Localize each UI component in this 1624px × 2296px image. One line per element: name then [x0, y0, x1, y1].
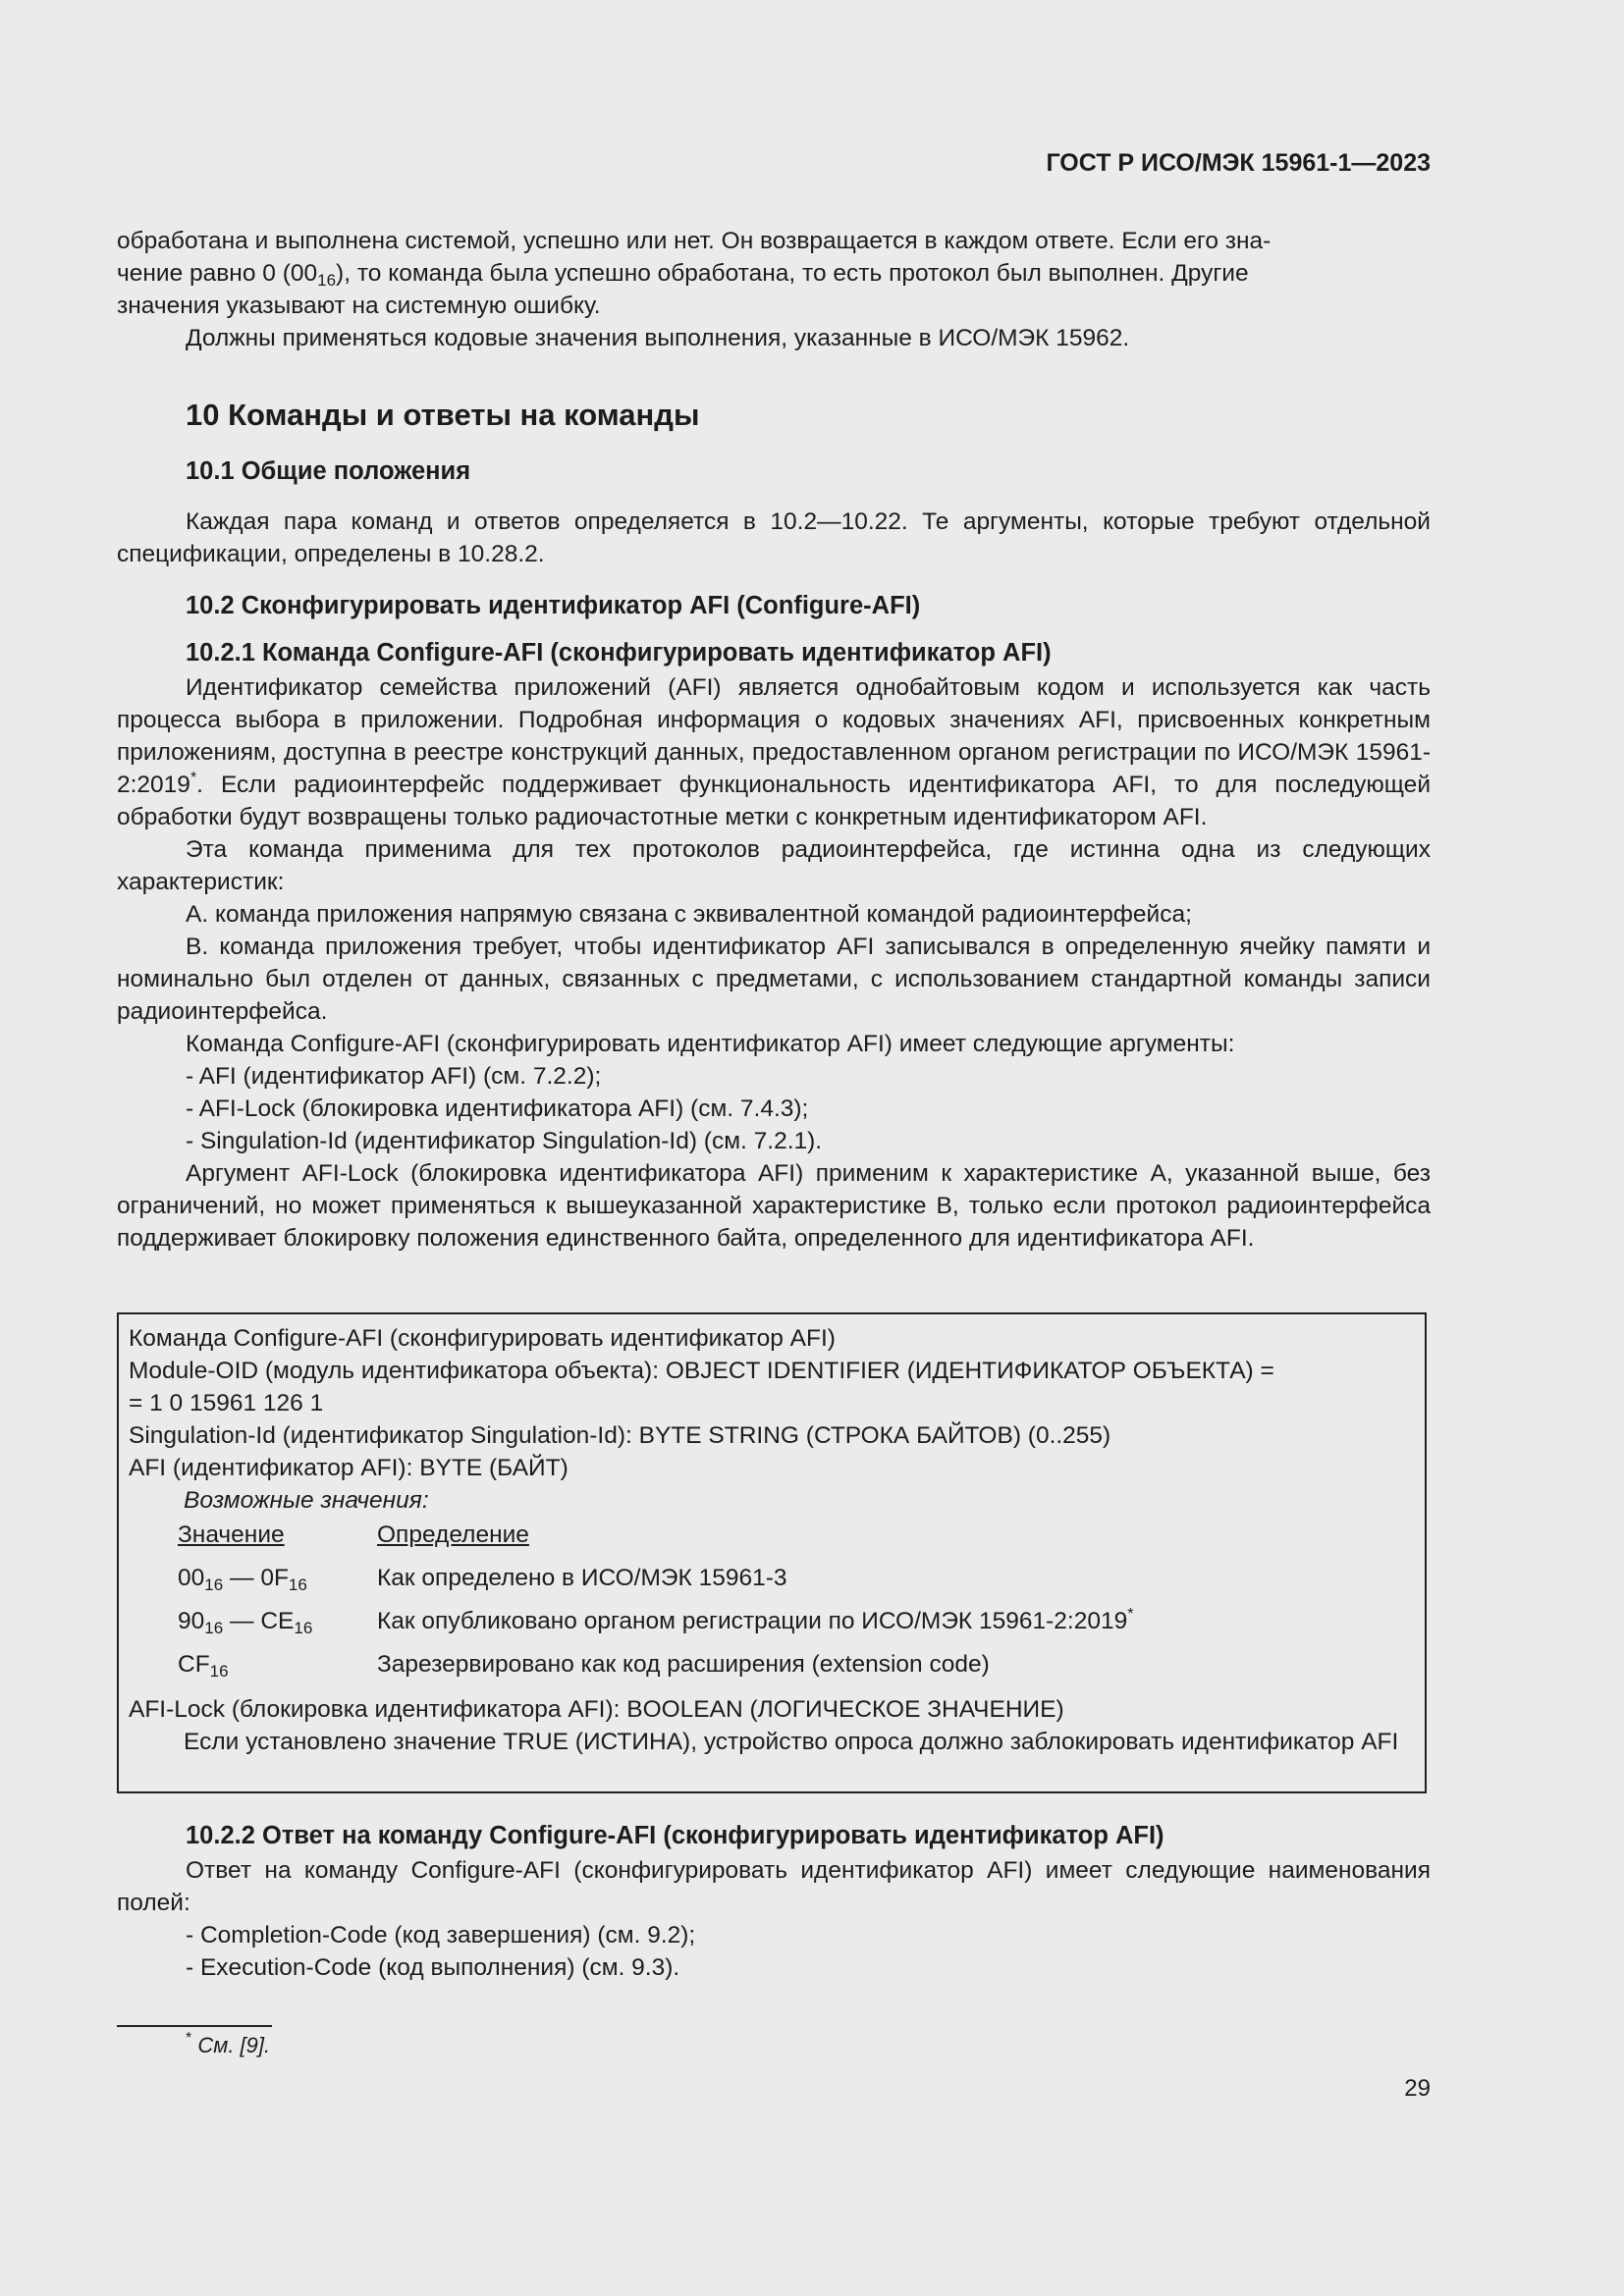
afi-value-definition: Зарезервировано как код расширения (extension code): [377, 1651, 990, 1678]
asn-singulation-id-line: Singulation-Id (идентификатор Singulation-Id): BYTE STRING (СТРОКА БАЙТОВ) (0..255): [129, 1422, 1111, 1449]
footnote-divider: [117, 2025, 272, 2027]
intro-line-2: чение равно 0 $(00_{16})$, то команда была успешно обработана, то есть протокол был выполнен. Другие: [117, 260, 1249, 290]
characteristic-b: В. команда приложения требует, чтобы идентификатор AFI записывался в определенную ячейку памяти и номинально был отделен от данных, связанных с предметами, с использованием стандартной команды записи радиоинтерфейса.: [117, 934, 1431, 1025]
intro-line-3: значения указывают на системную ошибку.: [117, 293, 601, 319]
response-field-execution-code: - Execution-Code (код выполнения) (см. 9.3).: [186, 1954, 680, 1981]
afi-description-paragraph: Идентификатор семейства приложений (AFI) является однобайтовым кодом и используется как часть процесса выбора в приложении. Подробная информация о кодовых значениях AFI, присвоенных конкретным приложениям, доступна в реестре конструкций данных, предоставленном органом регистрации по ИСО/МЭК 15961-2:2019*. Если радиоинтерфейс поддерживает функциональность идентификатора AFI, то для последующей обработки будут возвращены только радиочастотные метки с конкретным идентификатором AFI.: [117, 674, 1431, 830]
intro-paragraph-2: Должны применяться кодовые значения выполнения, указанные в ИСО/МЭК 15962.: [186, 325, 1130, 351]
argument-afi-lock: - AFI-Lock (блокировка идентификатора AFI) (см. 7.4.3);: [186, 1095, 809, 1122]
section-10-1-body: [117, 506, 1431, 570]
afi-value-range: $00_{16}$ — $0F_{16}$: [178, 1565, 307, 1594]
afi-value-range: $90_{16}$ — $CE_{16}$: [178, 1608, 313, 1637]
characteristic-a: А. команда приложения напрямую связана с эквивалентной командой радиоинтерфейса;: [186, 901, 1192, 928]
asn-module-oid-value: = 1 0 15961 126 1: [129, 1390, 324, 1416]
column-header-definition: Определение: [377, 1522, 529, 1548]
section-10-heading: 10 Команды и ответы на команды: [186, 398, 700, 432]
asn-afi-lock-description: Если установлено значение TRUE (ИСТИНА), устройство опроса должно заблокировать идентификатор AFI: [184, 1729, 1399, 1755]
argument-singulation-id: - Singulation-Id (идентификатор Singulation-Id) (см. 7.2.1).: [186, 1128, 823, 1154]
afi-value-definition: Как определено в ИСО/МЭК 15961-3: [377, 1565, 787, 1591]
section-10-2-2-heading: 10.2.2 Ответ на команду Configure-AFI (сконфигурировать идентификатор AFI): [186, 1822, 1164, 1849]
document-page: [117, 0, 1431, 2296]
afi-lock-argument-paragraph: Аргумент AFI-Lock (блокировка идентификатора AFI) применим к характеристике А, указанной выше, без ограничений, но может применяться к вышеуказанной характеристике В, только если протокол радиоинтерфейса поддерживает блокировку положения единственного байта, определенного для идентификатора AFI.: [117, 1160, 1431, 1252]
asn-module-oid-line: Module-OID (модуль идентификатора объекта): OBJECT IDENTIFIER (ИДЕНТИФИКАТОР ОБЪЕКТА) =: [129, 1358, 1274, 1384]
asn-afi-line: AFI (идентификатор AFI): BYTE (БАЙТ): [129, 1455, 568, 1481]
arguments-intro: Команда Configure-AFI (сконфигурировать идентификатор AFI) имеет следующие аргументы:: [186, 1031, 1235, 1057]
column-header-value: Значение: [178, 1522, 285, 1548]
standard-code-header: ГОСТ Р ИСО/МЭК 15961-1—2023: [1046, 149, 1431, 177]
section-10-2-1-heading: 10.2.1 Команда Configure-AFI (сконфигурировать идентификатор AFI): [186, 639, 1052, 667]
section-10-2-2-body: [117, 1854, 1431, 1984]
page-number: 29: [1404, 2075, 1431, 2102]
afi-value-range: $CF_{16}$: [178, 1651, 229, 1681]
intro-paragraph: [117, 225, 1431, 354]
afi-value-definition: Как опубликовано органом регистрации по ИСО/МЭК 15961-2:2019*: [377, 1606, 1134, 1634]
asn-afi-lock-line: AFI-Lock (блокировка идентификатора AFI): BOOLEAN (ЛОГИЧЕСКОЕ ЗНАЧЕНИЕ): [129, 1696, 1064, 1723]
section-10-2-1-body: [117, 671, 1431, 1255]
asn-possible-values-label: Возможные значения:: [184, 1487, 429, 1514]
response-fields-intro: Ответ на команду Configure-AFI (сконфигурировать идентификатор AFI) имеет следующие наименования полей:: [117, 1857, 1431, 1916]
response-field-completion-code: - Completion-Code (код завершения) (см. 9.2);: [186, 1922, 696, 1949]
section-10-2-heading: 10.2 Сконфигурировать идентификатор AFI (Configure-AFI): [186, 592, 921, 619]
asn-afi-lock-block: [129, 1693, 1405, 1758]
asn-command-line: Команда Configure-AFI (сконфигурировать идентификатор AFI): [129, 1325, 836, 1352]
argument-afi: - AFI (идентификатор AFI) (см. 7.2.2);: [186, 1063, 602, 1090]
asn1-definition-box: [117, 1312, 1427, 1793]
intro-line-1: обработана и выполнена системой, успешно или нет. Он возвращается в каждом ответе. Если его зна-: [117, 228, 1272, 254]
footnote: * См. [9].: [186, 2030, 271, 2057]
section-10-1-text: Каждая пара команд и ответов определяется в 10.2—10.22. Те аргументы, которые требуют отдельной спецификации, определены в 10.28.2.: [117, 508, 1431, 567]
section-10-1-heading: 10.1 Общие положения: [186, 457, 471, 485]
applicability-paragraph: Эта команда применима для тех протоколов радиоинтерфейса, где истинна одна из следующих характеристик:: [117, 836, 1431, 895]
